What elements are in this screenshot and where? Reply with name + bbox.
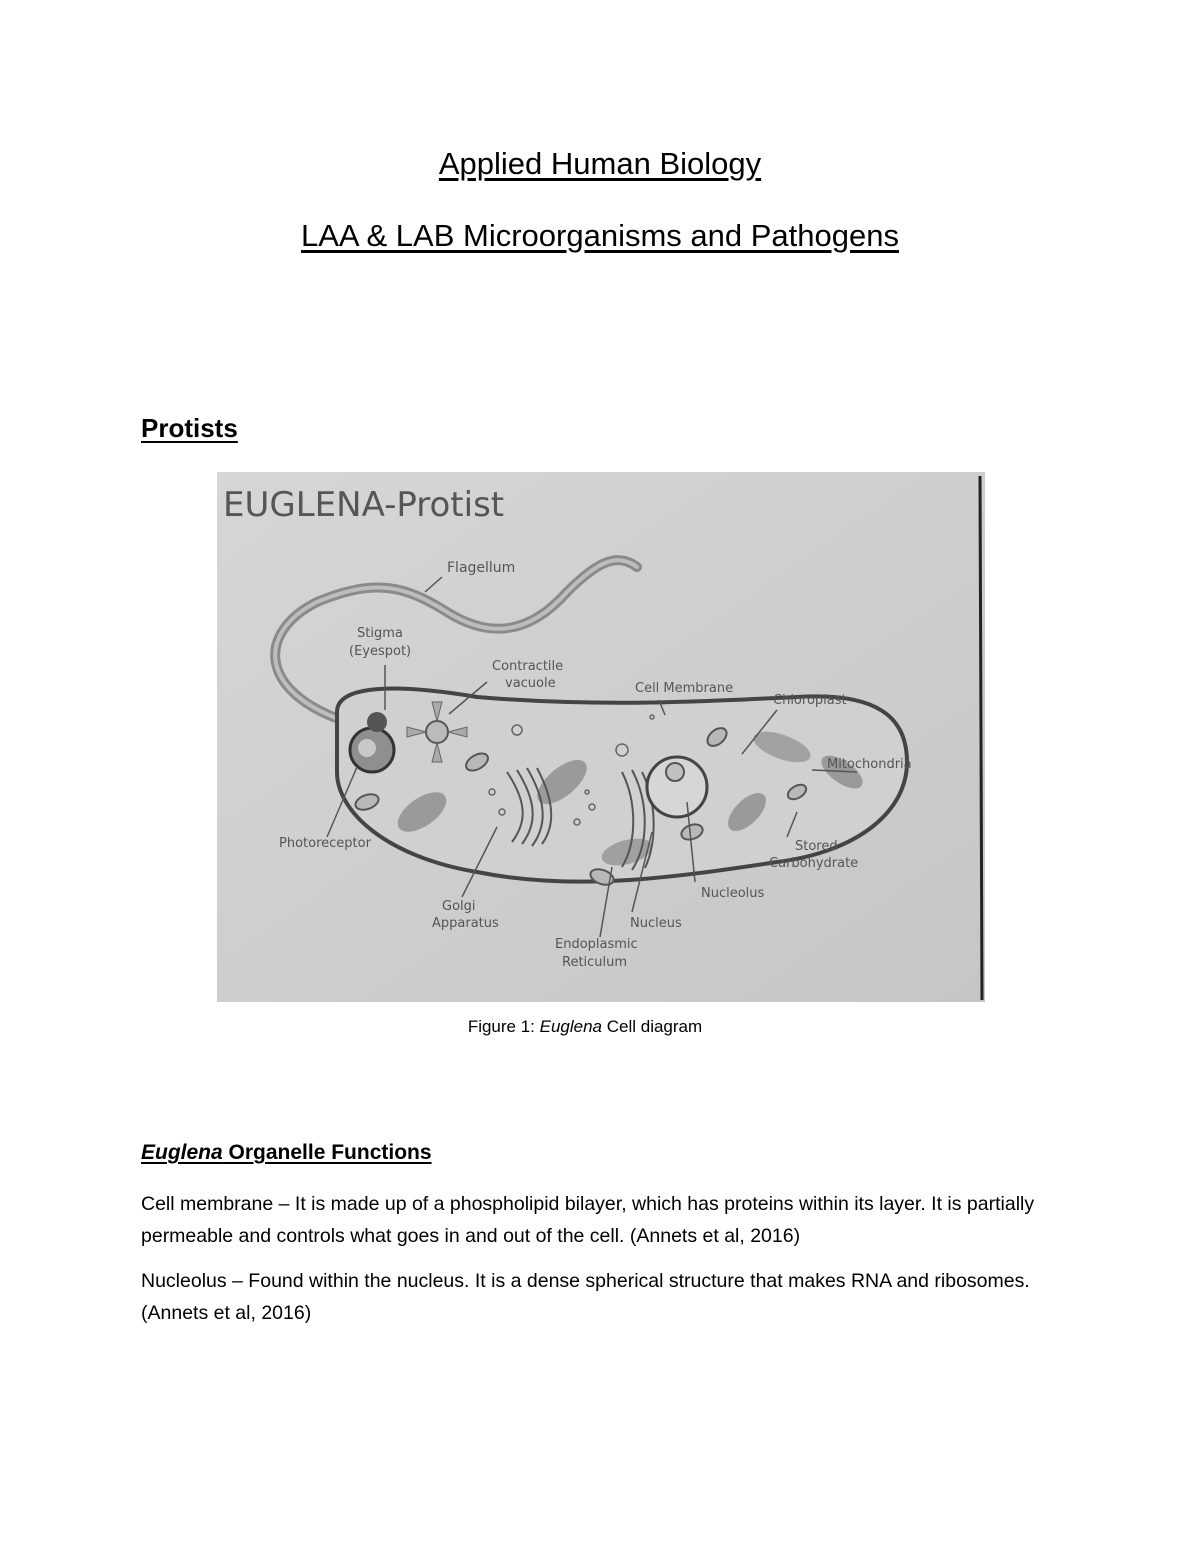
paragraph-nucleolus: Nucleolus – Found within the nucleus. It is a dense spherical structure that makes RNA and ribosomes. (Annets et al, 2016): [141, 1270, 1030, 1324]
document-title: Applied Human Biology: [438, 146, 762, 181]
label-vacuole: vacuole: [505, 676, 556, 691]
label-eyespot: (Eyespot): [349, 644, 412, 659]
label-nucleus: Nucleus: [630, 916, 682, 931]
label-contractile: Contractile: [492, 659, 564, 674]
photoreceptor-center: [358, 739, 376, 757]
caption-prefix: Figure 1:: [467, 1017, 540, 1036]
drawing-title: EUGLENA-Protist: [223, 485, 505, 525]
label-golgi: Golgi: [442, 899, 476, 914]
heading-rest: Organelle Functions: [222, 1141, 432, 1164]
stigma-shape: [367, 712, 387, 732]
euglena-diagram-figure: [217, 472, 985, 1002]
label-cell-membrane: Cell Membrane: [635, 681, 734, 696]
figure-caption: [0, 1017, 1170, 1037]
section-heading-protists: Protists: [141, 413, 238, 443]
label-chloroplast: Chloroplast: [773, 693, 847, 708]
label-stigma: Stigma: [357, 626, 403, 641]
label-nucleolus: Nucleolus: [701, 886, 765, 901]
heading-italic: Euglena: [141, 1141, 223, 1164]
caption-suffix: Cell diagram: [602, 1017, 703, 1036]
label-carbohydrate: Carbohydrate: [769, 856, 859, 871]
euglena-drawing: [217, 472, 985, 1002]
document-subtitle: LAA & LAB Microorganisms and Pathogens: [301, 218, 899, 253]
label-photoreceptor: Photoreceptor: [279, 836, 371, 851]
label-endoplasmic: Endoplasmic: [555, 937, 638, 952]
label-stored: Stored: [795, 839, 838, 854]
organelle-functions-heading: [141, 1141, 432, 1165]
paper-edge: [980, 476, 982, 1000]
label-reticulum: Reticulum: [562, 955, 628, 970]
label-flagellum: Flagellum: [447, 560, 516, 576]
nucleolus-shape: [666, 763, 684, 781]
paragraph-cell-membrane: Cell membrane – It is made up of a phospholipid bilayer, which has proteins within its layer. It is partially permeable and controls what goes in and out of the cell. (Annets et al, 2016): [141, 1193, 1035, 1247]
caption-italic: Euglena: [539, 1017, 603, 1036]
label-apparatus: Apparatus: [432, 916, 499, 931]
label-mitochondria: Mitochondria: [827, 757, 912, 772]
